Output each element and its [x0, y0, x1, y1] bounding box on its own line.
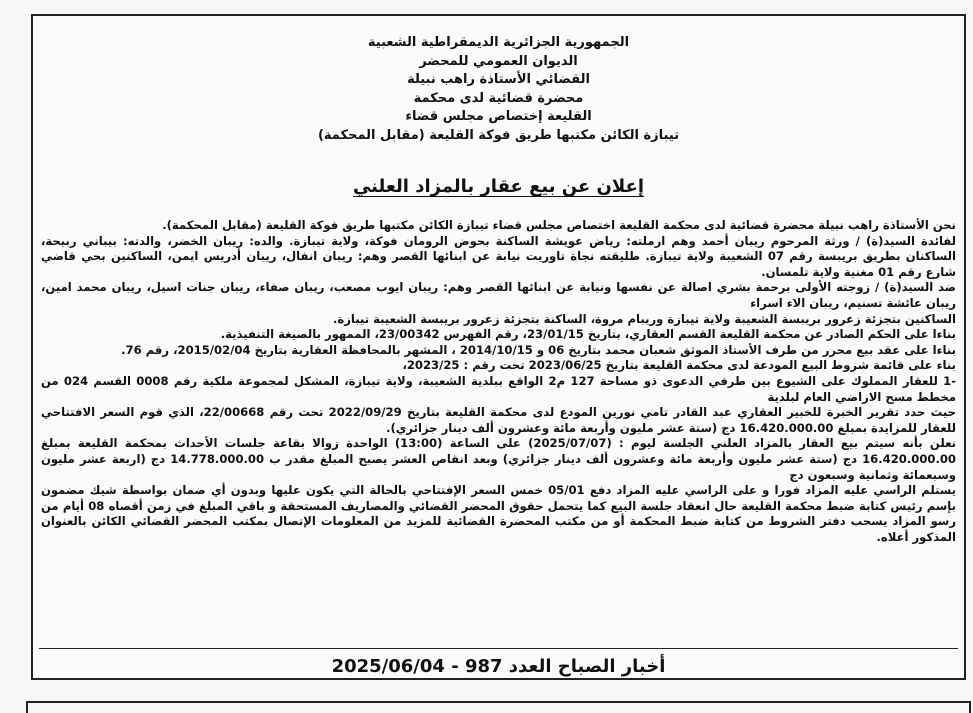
header-line-jurisdiction: القليعة إختصاص مجلس قضاء: [405, 109, 592, 124]
announcement-title: إعلان عن بيع عقار بالمزاد العلني: [352, 176, 645, 197]
announcement-header: [33, 34, 964, 145]
next-announcement-frame: [26, 701, 971, 713]
header-line-address: تيبازة الكائن مكتبها طريق فوكة القليعة (مقابل المحكمة): [317, 127, 680, 143]
header-line-court: محضرة قضائية لدى محكمة: [413, 90, 584, 106]
header-line-office: الديوان العمومي للمحضر: [419, 53, 578, 69]
announcement-title-wrap: [33, 176, 964, 197]
header-line-bailiff-name: القضائي الأستاذة راهب نبيلة: [407, 72, 590, 87]
announcement-frame: [31, 14, 966, 680]
body-paragraph-payment-terms: يستلم الراسي عليه المزاد فورا و على الراسي عليه المزاد دفع 05/01 خمس السعر الإفتتاحي بالحالة التي يكون عليها وبدون أي ضمان بواسطة شيك مضمون بإسم رئيس كتابة ضبط محكمة القليعة حال انعقاد جلسة البيع كما يتحمل حقوق المحضر القضائي والمصاريف المستحقة و باقي المبلغ في زمن أقصاه 08 أيام من رسو المزاد يسحب دفتر الشروط من كتابة ضبط المحكمة أو من مكتب المحضرة القضائية للمزيد من المعلومات الإتصال بمكتب المحضر القضائي الكائن بالعنوان المذكور أعلاه.: [41, 483, 956, 544]
body-paragraph-judgment: بناءا على الحكم الصادر عن محكمة القليعة القسم العقاري، بتاريخ 23/01/15، رقم الفهرس 23/00342، الممهور بالصيغة التنفيذية.: [220, 327, 956, 342]
announcement-body: [41, 218, 956, 545]
body-paragraph-property: -1 للعقار المملوك على الشيوع بين طرفي الدعوى ذو مساحة 127 م2 الواقع ببلدية الشعيبة، ولاية تيبازة، المشكل لمجموعة ملكية رقم 0008 القسم 024 من مخطط مسح الاراضي العام لبلدية: [41, 373, 956, 404]
body-paragraph-beneficiaries: لفائدة السيد(ة) / ورثة المرحوم ريبان أحمد وهم ارملته: رياض عويشة الساكنة بحوض الرومان فوكة، ولاية تيبازة. والده: ريبان الخضر، والدته: بيباني ربيحة، الساكنان بطريق بريبسة رقم 07 الشعيبة ولاية تيبازة. طليقته نجاة تاوريت نيابة عن ابنائها القصر وهم: ريبان انفال، ريبان أدريس ايمن، الساكنين بحي قاضي شارع رقم 01 مغنية ولاية تلمسان.: [41, 233, 956, 279]
footer-divider: [39, 648, 958, 649]
body-paragraph-expertise: حيث حدد تقرير الخبرة للخبير العقاري عبد القادر تامي نورين المودع لدى محكمة القليعة بتاريخ 2022/09/29 تحت رقم 22/00668، الذي قوم السعر الافتتاحي للعقار للمزايدة بمبلغ 16.420.000.00 دج (ستة عشر مليون وأربعة مائة وعشرون ألف دينار جزائري).: [41, 405, 956, 435]
body-paragraph-defendants: ضد السيد(ة) / زوجته الأولى برحمة بشري اصالة عن نفسها ونيابة عن ابنائها القصر وهم: ريبان ايوب مصعب، ريبان صفاء، ريبان جنات اسيل، ريبان محمد امين، ريبان عائشة تسنيم، ريبان الاء اسراء: [41, 280, 956, 310]
body-paragraph-sale-deed: بناءا على عقد بيع محرر من طرف الأستاذ الموثق شعبان محمد بتاريخ 06 و 2014/10/15 ، المشهر بالمحافظة العقارية بتاريخ 2015/02/04، رقم 76.: [121, 342, 956, 357]
newspaper-footer: أخبار الصباح العدد 987 - 2025/06/04: [331, 656, 666, 677]
header-line-republic: الجمهورية الجزائرية الديمقراطية الشعبية: [367, 35, 630, 50]
body-paragraph-defendants-address: الساكنين بتجزئة زعرور بريبسة الشعيبة ولاية تيبازة وريبام مروة، الساكنة بتجزئة زعرور بريبسة الشعيبة تيبازة.: [332, 311, 956, 326]
body-paragraph-auction-date: نعلن بأنه سيتم بيع العقار بالمزاد العلني الجلسة ليوم : (2025/07/07) على الساعة (13:00) الواحدة زوالا بقاعة جلسات الأحداث بمحكمة القليعة بمبلغ 16.420.000.00 دج (ستة عشر مليون وأربعة مائة وعشرون ألف دينار جزائري) وبعد انقاص العشر يصبح المبلغ مقدر ب 14.778.000.00 دج (اربعة عشر مليون وسبعمائة وثمانية وسبعون دج: [41, 436, 956, 482]
body-paragraph-conditions: بناء على قائمة شروط البيع المودعة لدى محكمة القليعة بتاريخ 2023/06/25 تحت رقم : 2023/25،: [402, 358, 956, 373]
body-paragraph-bailiff: نحن الأستاذة راهب نبيلة محضرة قضائية لدى محكمة القليعة اختصاص مجلس قضاء تيبازة الكائن مكتبها طريق فوكة القليعة (مقابل المحكمة).: [162, 218, 956, 232]
